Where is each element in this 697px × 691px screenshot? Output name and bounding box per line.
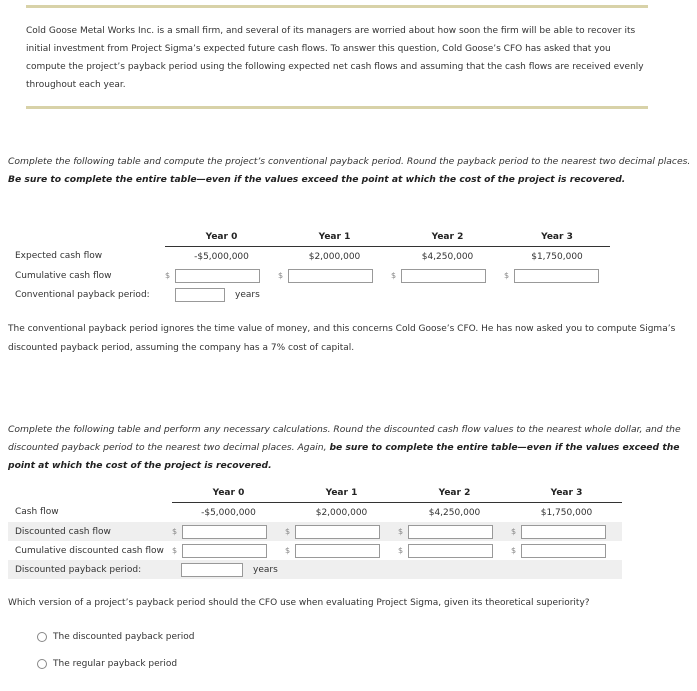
dollar-sign: $: [511, 527, 517, 536]
cash-flow-row: [8, 503, 622, 523]
discounted-input-year-0[interactable]: [182, 525, 267, 539]
dollar-sign: $: [504, 271, 510, 280]
discounted-table-header: [8, 483, 622, 503]
dollar-sign: $: [172, 546, 178, 555]
option-regular-payback[interactable]: [37, 659, 177, 669]
dollar-sign: $: [172, 527, 178, 536]
years-label: years: [253, 564, 278, 575]
payback-question: Which version of a project’s payback period should the CFO use when evaluating Project Sigma, given its theoretical superiority?: [8, 598, 590, 608]
discounted-input-year-1[interactable]: [295, 525, 380, 539]
conventional-payback-input[interactable]: [175, 288, 225, 302]
expected-cash-flow-label: Expected cash flow: [15, 251, 103, 262]
discount-explanation: The conventional payback period ignores the time value of money, and this concerns Cold Goose’s CFO. He has now asked you to compute Sigma’s discounted payback period, assuming the company has a 7% cost of capital.: [8, 324, 676, 353]
section1-instructions: [8, 153, 694, 189]
header-year-0: Year 0: [165, 227, 278, 247]
cash-flow-label: Cash flow: [15, 507, 59, 518]
option-label: The discounted payback period: [53, 632, 195, 642]
conventional-payback-label: Conventional payback period:: [15, 289, 150, 300]
dollar-sign: $: [398, 527, 404, 536]
header-year-3: Year 3: [511, 483, 622, 503]
cumulative-input-year-1[interactable]: [288, 269, 373, 283]
section1-instruction-text: Complete the following table and compute the project’s conventional payback period. Round the payback period to the nearest two decimal places.: [8, 156, 691, 167]
header-year-2: Year 2: [398, 483, 511, 503]
cash-flow-year-3: $1,750,000: [540, 507, 593, 518]
discounted-payback-input[interactable]: [181, 563, 243, 577]
header-empty: [8, 483, 172, 503]
dollar-sign: $: [398, 546, 404, 555]
discounted-payback-label: Discounted payback period:: [8, 560, 172, 579]
header-year-2: Year 2: [391, 227, 504, 247]
cumulative-input-year-3[interactable]: [514, 269, 599, 283]
discounted-input-year-3[interactable]: [521, 525, 606, 539]
cash-flow-year-0: -$5,000,000: [194, 251, 249, 262]
header-year-1: Year 1: [285, 483, 398, 503]
cumulative-input-year-0[interactable]: [175, 269, 260, 283]
intro-box: [26, 5, 648, 109]
cumulative-discounted-input-year-1[interactable]: [295, 544, 380, 558]
cash-flow-year-3: $1,750,000: [531, 251, 583, 262]
cumulative-discounted-input-year-3[interactable]: [521, 544, 606, 558]
cash-flow-year-2: $4,250,000: [421, 251, 474, 262]
payback-table: [8, 227, 610, 304]
section2-instructions: [8, 421, 694, 475]
dollar-sign: $: [285, 546, 291, 555]
discounted-input-year-2[interactable]: [408, 525, 493, 539]
cash-flow-year-0: -$5,000,000: [201, 507, 256, 518]
cumulative-discounted-input-year-0[interactable]: [182, 544, 267, 558]
header-year-3: Year 3: [504, 227, 610, 247]
dollar-sign: $: [285, 527, 291, 536]
cumulative-discounted-input-year-2[interactable]: [408, 544, 493, 558]
intro-bottom-rule: [26, 106, 648, 109]
intro-text: Cold Goose Metal Works Inc. is a small firm, and several of its managers are worried about how soon the firm will be able to recover its initial investment from Project Sigma’s expected future cash flows. To answer this question, Cold Goose’s CFO has asked that you compute the project’s payback period using the following expected net cash flows and assuming that the cash flows are received evenly throughout each year.: [26, 26, 644, 90]
cash-flow-year-1: $2,000,000: [315, 507, 368, 518]
discounted-payback-row: [8, 560, 622, 579]
years-label: years: [235, 289, 260, 300]
section1-instruction-bold: Be sure to complete the entire table—even if the values exceed the point at which the cost of the project is recovered.: [8, 174, 626, 185]
conventional-payback-row: [8, 285, 610, 304]
cash-flow-year-2: $4,250,000: [428, 507, 481, 518]
header-year-1: Year 1: [278, 227, 391, 247]
payback-table-header: [8, 227, 610, 247]
section2-instruction-bold: be sure to complete the entire table—even if the values exceed the point at which the cost of the project is recovered.: [8, 442, 680, 471]
discounted-payback-table: [8, 483, 622, 579]
section2-instruction-text: Complete the following table and perform any necessary calculations. Round the discounted cash flow values to the nearest whole dollar, and the discounted payback period to the nearest two decimal places. Again,: [8, 424, 681, 453]
cumulative-discounted-row: [8, 541, 622, 560]
expected-cash-flow-row: [8, 247, 610, 267]
option-label: The regular payback period: [53, 659, 178, 669]
cash-flow-year-1: $2,000,000: [308, 251, 361, 262]
discounted-cash-flow-row: [8, 522, 622, 541]
cumulative-discounted-label: Cumulative discounted cash flow: [15, 545, 164, 556]
header-empty: [8, 227, 165, 247]
dollar-sign: $: [391, 271, 397, 280]
cumulative-cash-flow-row: [8, 266, 610, 285]
radio-icon[interactable]: [37, 659, 47, 669]
dollar-sign: $: [278, 271, 284, 280]
dollar-sign: $: [165, 271, 171, 280]
radio-icon[interactable]: [37, 632, 47, 642]
discounted-cash-flow-label: Discounted cash flow: [8, 522, 172, 541]
cumulative-cash-flow-label: Cumulative cash flow: [15, 270, 112, 281]
cumulative-input-year-2[interactable]: [401, 269, 486, 283]
header-year-0: Year 0: [172, 483, 285, 503]
dollar-sign: $: [511, 546, 517, 555]
option-discounted-payback[interactable]: [37, 632, 194, 642]
